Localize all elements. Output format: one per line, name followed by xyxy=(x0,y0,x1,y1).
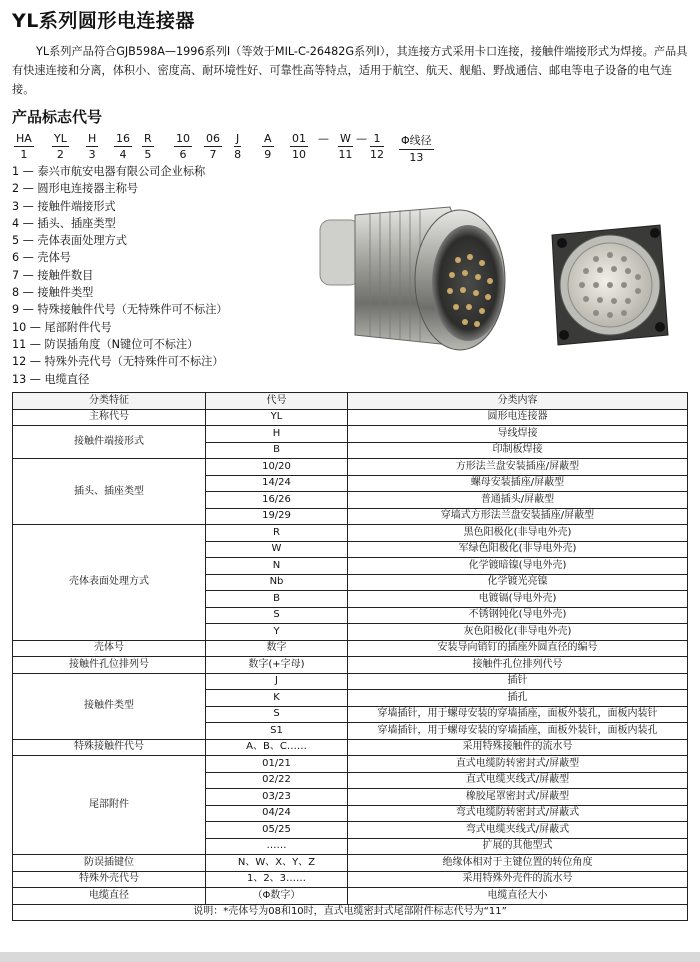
content-cell: 弯式电缆防转密封式/屏蔽式 xyxy=(348,805,688,822)
code-segment xyxy=(14,132,34,161)
legend-item: 13 — 电缆直径 xyxy=(12,372,90,386)
feature-cell: 尾部附件 xyxy=(13,756,206,855)
code-cell: 04/24 xyxy=(206,805,348,822)
code-segment xyxy=(204,132,222,161)
code-segment xyxy=(290,132,308,161)
feature-cell: 壳体号 xyxy=(13,640,206,657)
code-segment-value: 06 xyxy=(206,132,220,145)
table-row xyxy=(13,640,688,657)
code-segment xyxy=(86,132,98,161)
content-cell: 化学镀光亮镍 xyxy=(348,574,688,591)
code-cell: A、B、C…… xyxy=(206,739,348,756)
code-segment-value: H xyxy=(88,132,97,145)
table-note-row xyxy=(13,904,688,921)
code-cell: （Φ数字） xyxy=(206,888,348,905)
content-cell: 电缆直径大小 xyxy=(348,888,688,905)
content-cell: 穿墙插针，用于螺母安装的穿墙插座，面板外装针，面板内装孔 xyxy=(348,723,688,740)
code-cell: H xyxy=(206,426,348,443)
code-segment-number: 13 xyxy=(409,151,424,164)
code-cell: 01/21 xyxy=(206,756,348,773)
table-row xyxy=(13,426,688,443)
header-feature: 分类特征 xyxy=(13,393,206,410)
code-segment-value: J xyxy=(236,132,240,145)
legend-item: 7 — 接触件数目 xyxy=(12,268,94,282)
content-cell: 安装导向销钉的插座外圆直径的编号 xyxy=(348,640,688,657)
code-segment-value: 1 xyxy=(370,132,384,147)
code-segment-number: 12 xyxy=(370,148,384,161)
code-cell: N、W、X、Y、Z xyxy=(206,855,348,872)
code-cell: B xyxy=(206,442,348,459)
code-cell: 数字 xyxy=(206,640,348,657)
code-cell: 10/20 xyxy=(206,459,348,476)
code-legend xyxy=(12,163,228,388)
legend-item: 2 — 圆形电连接器主称号 xyxy=(12,182,139,196)
content-cell: 导线焊接 xyxy=(348,426,688,443)
code-segment xyxy=(52,132,69,161)
code-cell: B xyxy=(206,591,348,608)
content-cell: 普通插头/屏蔽型 xyxy=(348,492,688,509)
content-cell: 化学镀暗镍(导电外壳) xyxy=(348,558,688,575)
code-cell: K xyxy=(206,690,348,707)
feature-cell: 接触件类型 xyxy=(13,673,206,739)
content-cell: 圆形电连接器 xyxy=(348,409,688,426)
code-cell: 19/29 xyxy=(206,508,348,525)
legend-item: 8 — 接触件类型 xyxy=(12,286,94,300)
code-separator: — xyxy=(356,132,367,145)
code-cell: 1、2、3…… xyxy=(206,871,348,888)
code-segment-number: 2 xyxy=(56,148,64,161)
table-row xyxy=(13,855,688,872)
feature-cell: 主称代号 xyxy=(13,409,206,426)
code-cell: 16/26 xyxy=(206,492,348,509)
table-row xyxy=(13,739,688,756)
code-segment-value: 10 xyxy=(176,132,190,145)
legend-item: 11 — 防误插角度（N键位可不标注） xyxy=(12,337,199,351)
feature-cell: 接触件孔位排列号 xyxy=(13,657,206,674)
code-segment xyxy=(174,132,192,161)
code-segment-number: 4 xyxy=(119,148,127,161)
feature-cell: 接触件端接形式 xyxy=(13,426,206,459)
code-segment xyxy=(234,132,241,161)
table-row xyxy=(13,459,688,476)
section-title: 产品标志代号 xyxy=(12,108,103,126)
legend-item: 10 — 尾部附件代号 xyxy=(12,320,112,334)
intro-paragraph: YL系列产品符合GJB598A—1996系列Ⅰ（等效于MIL-C-26482G系列Ⅰ），其连接方式采用卡口连接，接触件端接形式为焊接。产品具有快速连接和分离，体积小、密度高、耐环境性好、可靠性高等特点，适用于航空、航天、舰船、野战通信、邮电等电子设备的电气连接。 xyxy=(12,45,688,96)
code-segment xyxy=(399,132,434,164)
table-row xyxy=(13,409,688,426)
content-cell: 方形法兰盘安装插座/屏蔽型 xyxy=(348,459,688,476)
plug-connector-icon xyxy=(320,207,505,350)
code-segment xyxy=(262,132,274,161)
code-cell: Nb xyxy=(206,574,348,591)
content-cell: 橡胶尾罩密封式/屏蔽型 xyxy=(348,789,688,806)
content-cell: 灰色阳极化(非导电外壳) xyxy=(348,624,688,641)
code-cell: S1 xyxy=(206,723,348,740)
feature-cell: 特殊接触件代号 xyxy=(13,739,206,756)
content-cell: 插针 xyxy=(348,673,688,690)
code-cell: 14/24 xyxy=(206,475,348,492)
table-row xyxy=(13,756,688,773)
content-cell: 螺母安装插座/屏蔽型 xyxy=(348,475,688,492)
product-code-row xyxy=(14,132,454,162)
code-cell: 05/25 xyxy=(206,822,348,839)
code-segment xyxy=(370,132,384,161)
content-cell: 电镀镉(导电外壳) xyxy=(348,591,688,608)
code-cell: …… xyxy=(206,838,348,855)
code-cell: S xyxy=(206,706,348,723)
table-row xyxy=(13,888,688,905)
code-segment xyxy=(142,132,154,161)
code-cell: YL xyxy=(206,409,348,426)
code-segment xyxy=(114,132,132,161)
code-segment-value: W xyxy=(340,132,351,145)
code-segment-number: 9 xyxy=(264,148,272,161)
content-cell: 黑色阳极化(非导电外壳) xyxy=(348,525,688,542)
code-segment xyxy=(338,132,353,161)
code-cell: S xyxy=(206,607,348,624)
code-cell: 02/22 xyxy=(206,772,348,789)
legend-item: 4 — 插头、插座类型 xyxy=(12,216,116,230)
content-cell: 直式电缆防转密封式/屏蔽型 xyxy=(348,756,688,773)
feature-cell: 插头、插座类型 xyxy=(13,459,206,525)
table-row xyxy=(13,673,688,690)
code-segment-number: 10 xyxy=(292,148,306,161)
code-segment-number: 3 xyxy=(88,148,96,161)
legend-item: 5 — 壳体表面处理方式 xyxy=(12,234,127,248)
code-segment-value: 01 xyxy=(292,132,306,145)
classification-table xyxy=(12,392,688,921)
legend-item: 12 — 特殊外壳代号（无特殊件可不标注） xyxy=(12,355,224,369)
code-segment-value: YL xyxy=(54,132,67,145)
feature-cell: 防误插键位 xyxy=(13,855,206,872)
table-row xyxy=(13,525,688,542)
table-row xyxy=(13,657,688,674)
content-cell: 直式电缆夹线式/屏蔽型 xyxy=(348,772,688,789)
code-segment-number: 6 xyxy=(179,148,187,161)
code-cell: R xyxy=(206,525,348,542)
content-cell: 弯式电缆夹线式/屏蔽式 xyxy=(348,822,688,839)
content-cell: 接触件孔位排列代号 xyxy=(348,657,688,674)
code-cell: J xyxy=(206,673,348,690)
content-cell: 军绿色阳极化(非导电外壳) xyxy=(348,541,688,558)
code-cell: Y xyxy=(206,624,348,641)
code-segment-number: 8 xyxy=(234,148,242,161)
code-segment-value: R xyxy=(144,132,152,145)
code-segment-value: HA xyxy=(16,132,32,145)
bottom-bar xyxy=(0,952,700,962)
content-cell: 采用特殊外壳件的流水号 xyxy=(348,871,688,888)
feature-cell: 电缆直径 xyxy=(13,888,206,905)
code-separator: — xyxy=(318,132,329,145)
content-cell: 印制板焊接 xyxy=(348,442,688,459)
code-segment-number: 1 xyxy=(20,148,28,161)
legend-item: 9 — 特殊接触件代号（无特殊件可不标注） xyxy=(12,303,228,317)
feature-cell: 特殊外壳代号 xyxy=(13,871,206,888)
code-cell: 03/23 xyxy=(206,789,348,806)
code-segment-value: 16 xyxy=(116,132,130,145)
receptacle-connector-icon xyxy=(552,225,668,345)
code-segment-value: A xyxy=(264,132,272,145)
feature-cell: 壳体表面处理方式 xyxy=(13,525,206,641)
content-cell: 扩展的其他型式 xyxy=(348,838,688,855)
content-cell: 不锈钢钝化(导电外壳) xyxy=(348,607,688,624)
table-header-row xyxy=(13,393,688,410)
connector-photo xyxy=(300,195,680,370)
content-cell: 采用特殊接触件的流水号 xyxy=(348,739,688,756)
header-code: 代号 xyxy=(206,393,348,410)
legend-item: 3 — 接触件端接形式 xyxy=(12,199,116,213)
table-row xyxy=(13,871,688,888)
legend-item: 1 — 泰兴市航安电器有限公司企业标称 xyxy=(12,165,206,178)
page-title: YL系列圆形电连接器 xyxy=(12,10,195,32)
content-cell: 穿墙插针，用于螺母安装的穿墙插座，面板外装孔，面板内装针 xyxy=(348,706,688,723)
header-content: 分类内容 xyxy=(348,393,688,410)
code-cell: 数字(+字母) xyxy=(206,657,348,674)
code-cell: N xyxy=(206,558,348,575)
code-segment-number: 5 xyxy=(144,148,152,161)
code-segment-number: 11 xyxy=(338,148,353,161)
content-cell: 插孔 xyxy=(348,690,688,707)
code-segment-value: Φ线径 xyxy=(399,132,434,150)
code-segment-number: 7 xyxy=(209,148,217,161)
content-cell: 绝缘体相对于主键位置的转位角度 xyxy=(348,855,688,872)
code-cell: W xyxy=(206,541,348,558)
legend-item: 6 — 壳体号 xyxy=(12,251,71,265)
content-cell: 穿墙式方形法兰盘安装插座/屏蔽型 xyxy=(348,508,688,525)
table-note: 说明：*壳体号为08和10时，直式电缆密封式尾部附件标志代号为“11” xyxy=(13,904,688,921)
